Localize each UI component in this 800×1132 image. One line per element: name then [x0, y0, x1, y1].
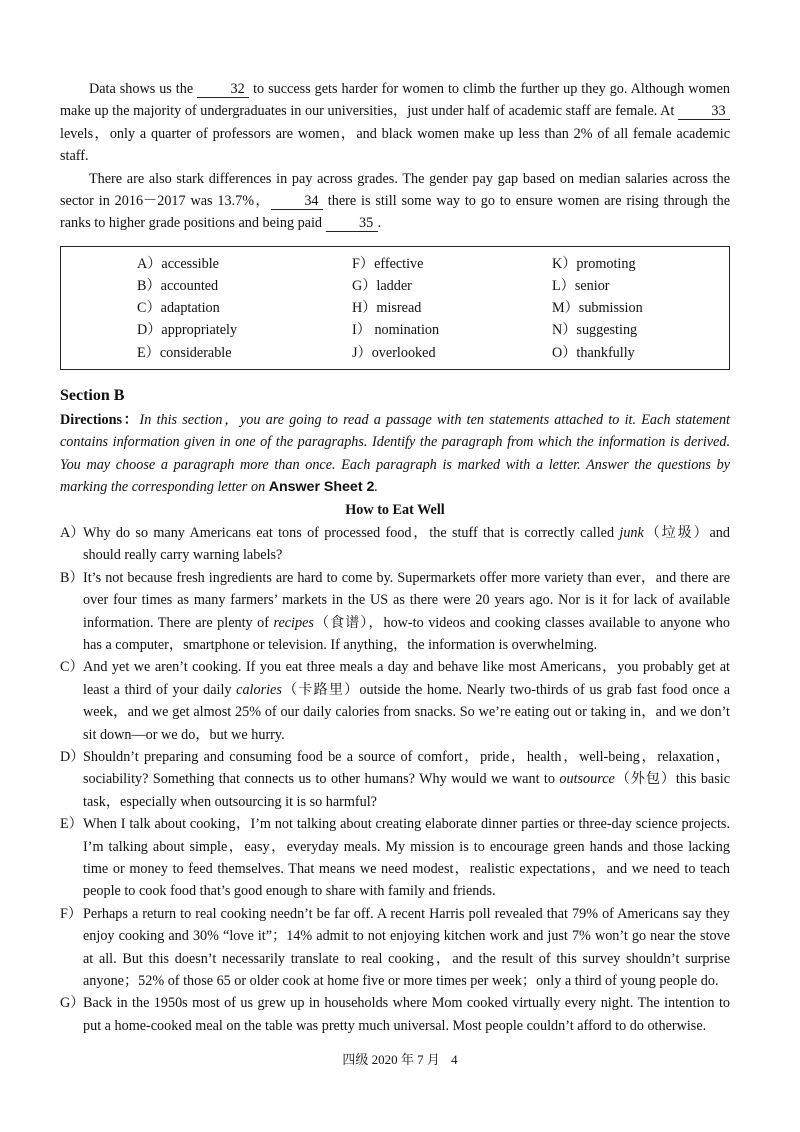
- directions-text: In this section，you are going to read a passage with ten statements attached to it. Each statement contains information given in one of the paragraphs. Identify the paragraph from which the information is derived. You may choose a paragraph more than once. Each paragraph is marked with a letter. Answer the questions by marking the corresponding letter on: [60, 411, 731, 496]
- directions-label: Directions：: [60, 411, 140, 428]
- word-option-f: F）effective: [352, 255, 424, 272]
- passage-paragraph-1: [60, 78, 730, 168]
- paragraph-text: It’s not because fresh ingredients are hard to come by. Supermarkets offer more variety than ever，and there are over four times as many farmers’ markets in the US as there were 20 years ago. Nor is it for lack of available information. There are plenty of recipes（食谱），how-to videos and cooking classes available to anyone who has a computer，smartphone or television. If anything，the information is overwhelming.: [83, 569, 730, 653]
- word-option-b: B）accounted: [137, 278, 219, 295]
- word-option-e: E）considerable: [137, 344, 232, 361]
- lettered-paragraph: [60, 813, 730, 903]
- passage-text: Data shows us the: [89, 81, 198, 97]
- word-bank-column-2: [352, 253, 439, 364]
- paragraph-letter: D）: [60, 748, 85, 765]
- paragraph-letter: G）: [60, 995, 85, 1012]
- paragraph-letter: A）: [60, 524, 85, 541]
- word-option-h: H）misread: [352, 300, 422, 317]
- passage-paragraph-2: [60, 168, 730, 235]
- lettered-paragraph: [60, 656, 730, 746]
- lettered-paragraph: [60, 903, 730, 993]
- passage-text: levels，only a quarter of professors are women，and black women make up less than 2% of all female academic staff.: [60, 125, 730, 165]
- paragraph-text: When I talk about cooking，I’m not talking about creating elaborate dinner parties or three-day science projects. I’m talking about simple，easy，everyday meals. My mission is to encourage green hands and those lacking time or money to feed themselves. That means we need modest，realistic expectations，and we need to teach people to cook food that’s good enough to share with family and friends.: [83, 816, 730, 900]
- paragraph-text: And yet we aren’t cooking. If you eat three meals a day and behave like most Americans，you probably get at least a third of your daily calories（卡路里）outside the home. Nearly two-thirds of us grab fast food once a week，and we get almost 25% of our daily calories from snacks. So we’re eating out or taking in，and we don’t sit down—or we do，but we hurry.: [83, 659, 730, 743]
- directions: [60, 409, 730, 499]
- word-bank-column-3: [552, 253, 643, 364]
- paragraph-list: [60, 522, 730, 1037]
- passage-text: .: [377, 215, 382, 232]
- word-bank-box: [60, 246, 730, 370]
- word-option-k: K）promoting: [552, 255, 636, 272]
- word-option-l: L）senior: [552, 278, 610, 295]
- lettered-paragraph: [60, 522, 730, 567]
- page-footer: [0, 1049, 800, 1071]
- word-option-o: O）thankfully: [552, 344, 635, 361]
- answer-sheet-label: Answer Sheet 2: [268, 479, 375, 496]
- blank-32: 32: [197, 82, 249, 98]
- passage-text: to success gets harder for women to climb the further up they go. Although women make up the majority of undergraduates in our universities，just under half of academic staff are female. At: [60, 81, 730, 120]
- word-option-c: C）adaptation: [137, 300, 220, 317]
- passage-title: How to Eat Well: [345, 502, 445, 519]
- paragraph-letter: F）: [60, 905, 83, 922]
- word-option-n: N）suggesting: [552, 322, 638, 339]
- directions-end: .: [374, 479, 378, 496]
- exam-page: [60, 78, 730, 1037]
- lettered-paragraph: [60, 992, 730, 1037]
- word-option-g: G）ladder: [352, 278, 412, 295]
- word-option-m: M）submission: [552, 300, 643, 317]
- blank-33: 33: [678, 104, 730, 120]
- lettered-paragraph: [60, 746, 730, 813]
- paragraph-text: Back in the 1950s most of us grew up in households where Mom cooked virtually every night. The intention to put a home-cooked meal on the table was pretty much universal. Most people couldn’t afford to do otherwise.: [83, 995, 730, 1034]
- word-option-d: D）appropriately: [137, 322, 238, 339]
- paragraph-text: Why do so many Americans eat tons of processed food，the stuff that is correctly called junk（垃圾）and should really carry warning labels?: [83, 524, 730, 564]
- section-b-heading: Section B: [60, 386, 125, 404]
- paragraph-letter: C）: [60, 659, 84, 676]
- paragraph-letter: E）: [60, 816, 83, 833]
- word-option-i: I） nomination: [352, 322, 440, 339]
- page-number: 4: [451, 1052, 458, 1067]
- lettered-paragraph: [60, 567, 730, 657]
- blank-35: 35: [326, 216, 378, 232]
- paragraph-letter: B）: [60, 569, 84, 586]
- paragraph-text: Perhaps a return to real cooking needn’t be far off. A recent Harris poll revealed that 79% of Americans say they enjoy cooking and 30% “love it”；14% admit to not enjoying kitchen work and just 7% won’t go near the stove at all. But this doesn’t necessarily translate to real cooking，and the result of this survey shouldn’t surprise anyone；52% of those 65 or older cook at home five or more times per week；only a third of young people do.: [83, 905, 730, 989]
- exam-label: 四级 2020 年 7 月: [342, 1052, 440, 1067]
- passage-text: There are also stark differences in pay across grades. The gender pay gap based on median salaries across the sector in 2016－2017 was 13.7%，: [60, 170, 730, 210]
- word-option-a: A）accessible: [137, 255, 219, 272]
- paragraph-text: Shouldn’t preparing and consuming food be a source of comfort，pride，health，well-being，relaxation，sociability? Something that connects us to other humans? Why would we want to outsource（外包）this basic task，especially when outsourcing it is so harmful?: [83, 748, 730, 810]
- blank-34: 34: [271, 194, 323, 210]
- passage-text: there is still some way to go to ensure women are rising through the ranks to higher grade positions and being paid: [60, 193, 730, 232]
- word-option-j: J）overlooked: [352, 344, 436, 361]
- word-bank-column-1: [137, 253, 237, 364]
